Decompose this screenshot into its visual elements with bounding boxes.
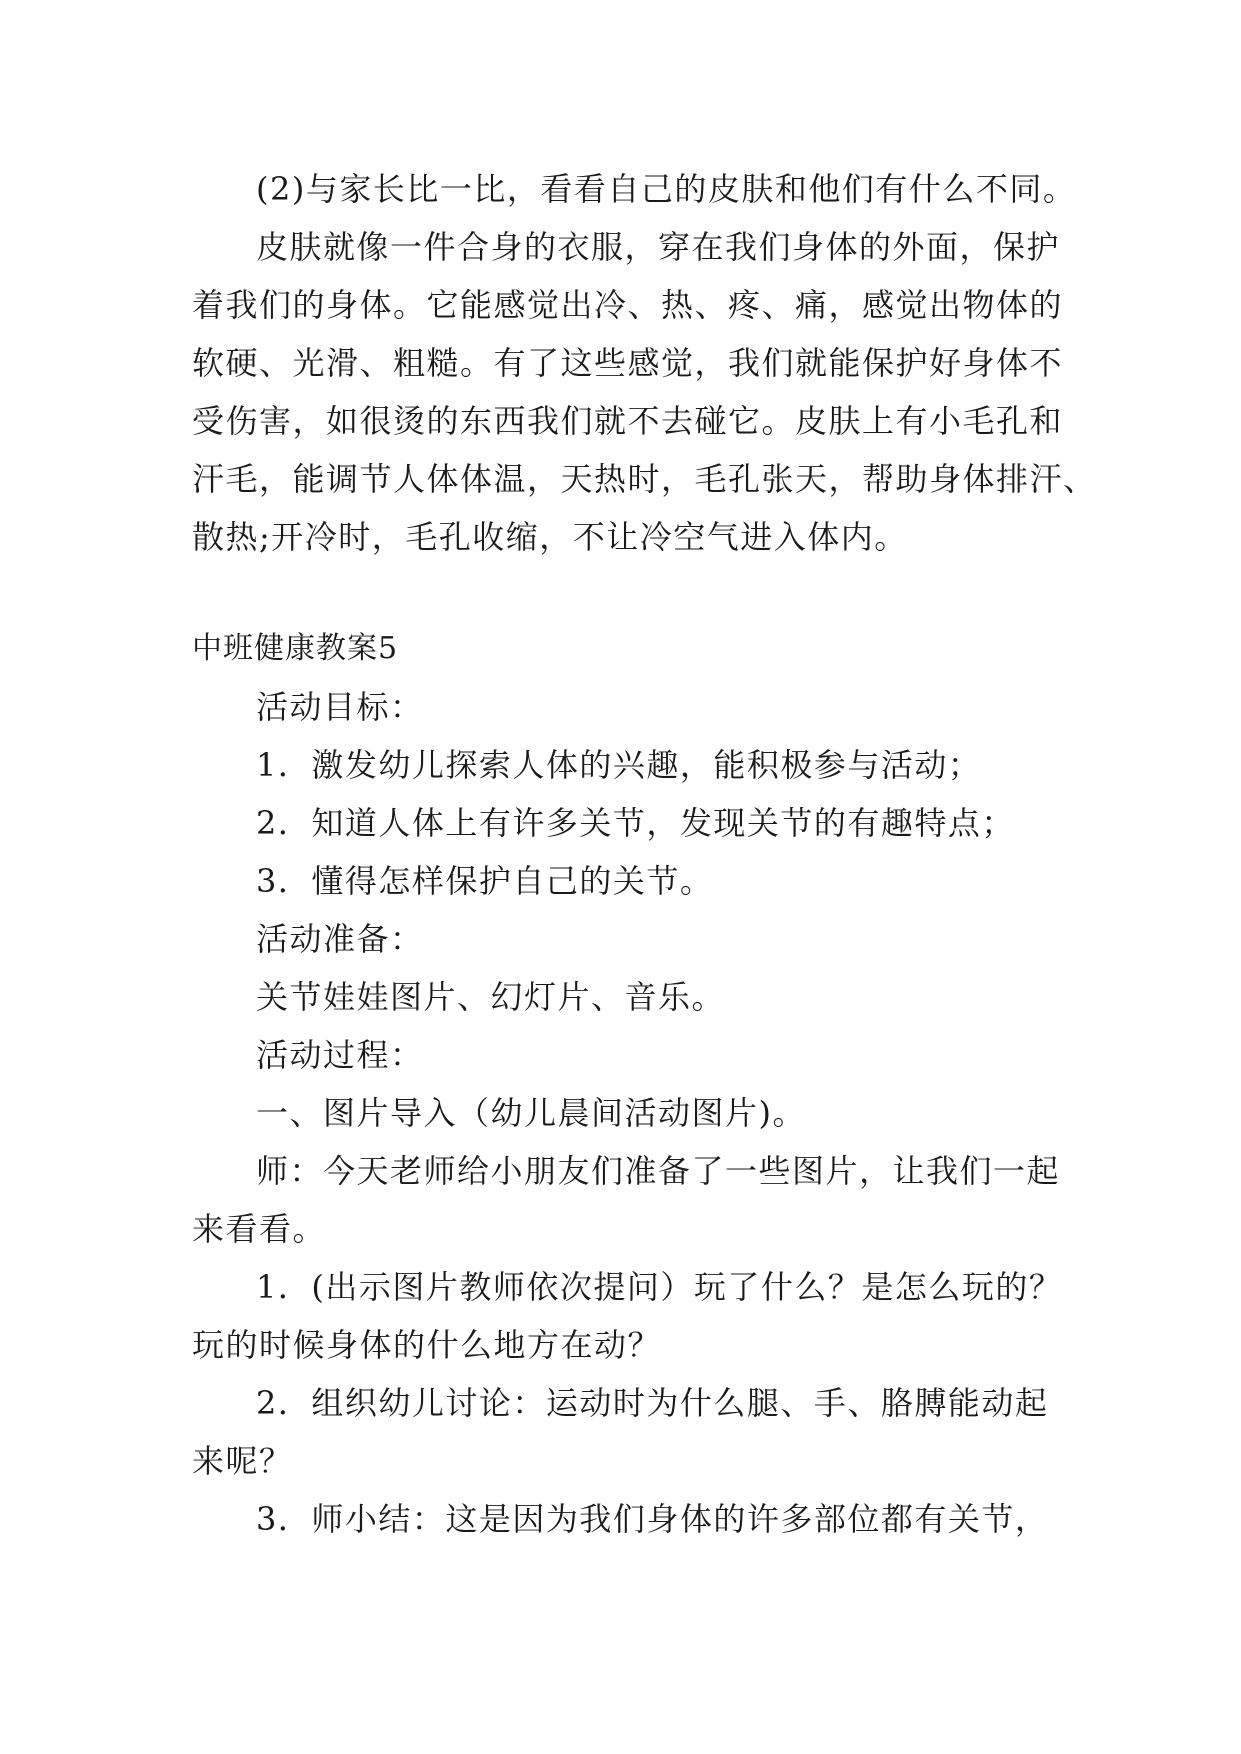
paragraph-line: 受伤害，如很烫的东西我们就不去碰它。皮肤上有小毛孔和 [192,402,1064,440]
paragraph-line: 一、图片导入（幼儿晨间活动图片)。 [256,1094,806,1132]
paragraph-line: 散热;开冷时，毛孔收缩，不让冷空气进入体内。 [192,518,908,556]
paragraph-line: 3．师小结：这是因为我们身体的许多部位都有关节， [256,1500,1049,1538]
section-joints [192,620,1063,1548]
paragraph-line: 来呢？ [192,1442,293,1480]
paragraph-line: 2．组织幼儿讨论：运动时为什么腿、手、胳膊能动起 [256,1384,1049,1422]
list-item: 1．激发幼儿探索人体的兴趣，能积极参与活动； [256,746,982,784]
paragraph-line: 师：今天老师给小朋友们准备了一些图片，让我们一起 [256,1152,1061,1190]
paragraph-line: 汗毛，能调节人体体温，天热时，毛孔张天，帮助身体排汗、 [192,460,1097,498]
paragraph-line: 1．(出示图片教师依次提问）玩了什么？是怎么玩的？ [256,1268,1063,1306]
list-item: 3．懂得怎样保护自己的关节。 [256,862,714,900]
paragraph-line: 着我们的身体。它能感觉出冷、热、疼、痛，感觉出物体的 [192,286,1064,324]
section-title: 中班健康教案5 [192,631,399,666]
heading-process: 活动过程： [256,1036,424,1074]
paragraph-line: 软硬、光滑、粗糙。有了这些感觉，我们就能保护好身体不 [192,344,1064,382]
heading-preparation: 活动准备： [256,920,424,958]
paragraph-line: 来看看。 [192,1210,327,1248]
paragraph-line: (2)与家长比一比，看看自己的皮肤和他们有什么不同。 [256,170,1077,208]
heading-goals: 活动目标： [256,688,424,726]
list-item: 2．知道人体上有许多关节，发现关节的有趣特点； [256,804,1015,842]
paragraph-line: 玩的时候身体的什么地方在动？ [192,1326,662,1364]
section-skin-text [192,160,1097,566]
paragraph-line: 皮肤就像一件合身的衣服，穿在我们身体的外面，保护 [256,228,1061,266]
paragraph-line: 关节娃娃图片、幻灯片、音乐。 [256,978,726,1016]
